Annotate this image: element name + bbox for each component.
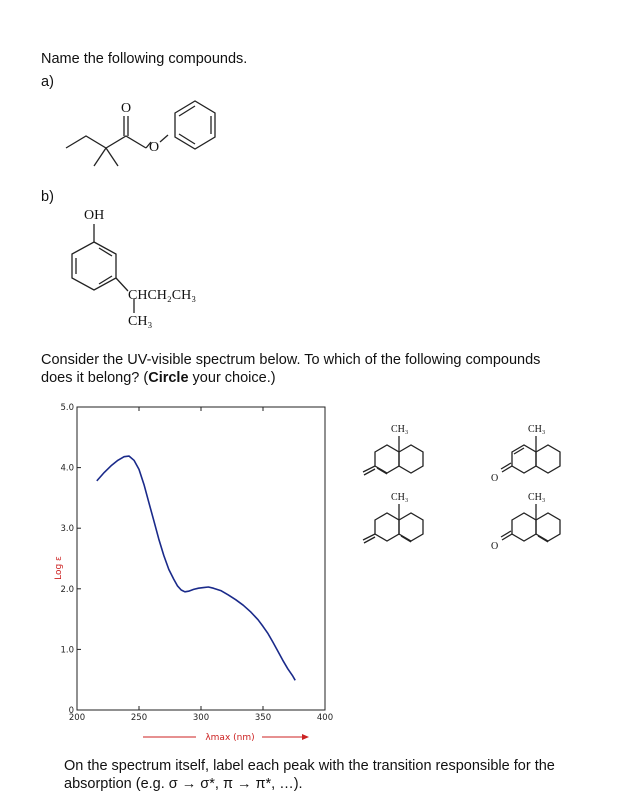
x-tick-label: 200 <box>68 713 86 723</box>
option-3-structure[interactable] <box>363 504 423 543</box>
part-a-label: a) <box>41 74 54 90</box>
y-axis-label: Log ε <box>54 556 64 580</box>
part-b-label: b) <box>41 189 54 205</box>
option-1-methyl-label: CH₃ <box>391 424 409 435</box>
question-3-line-2: absorption (e.g. σ → σ*, π → π*, …). <box>64 776 303 792</box>
compound-b-branch: CH₃ <box>128 314 153 329</box>
compound-b-chain: CHCH₂CH₃ <box>128 288 197 303</box>
question-3-line-1: On the spectrum itself, label each peak with the transition responsible for the <box>64 758 555 774</box>
x-tick-label: 300 <box>192 713 210 723</box>
circle-keyword: Circle <box>148 370 189 386</box>
option-4-oxygen-label: O <box>491 541 499 552</box>
compound-a-ester-oxygen: O <box>149 140 160 155</box>
option-3-methyl-label: CH₃ <box>391 492 409 503</box>
option-4-structure[interactable] <box>501 504 560 542</box>
question-1-prompt: Name the following compounds. <box>41 51 248 67</box>
compound-a-carbonyl-oxygen: O <box>121 101 132 116</box>
compound-b-oh-group: OH <box>84 208 105 223</box>
y-tick-label: 4.0 <box>60 463 74 474</box>
question-2-line-1: Consider the UV-visible spectrum below. To which of the following compounds <box>41 352 541 368</box>
question-2-line-2-end: your choice.) <box>188 370 276 386</box>
y-tick-label: 1.0 <box>60 645 74 656</box>
option-4-methyl-label: CH₃ <box>528 492 546 503</box>
y-tick-label: 2.0 <box>60 584 74 595</box>
option-2-oxygen-label: O <box>491 473 499 484</box>
x-axis-label: λmax (nm) <box>205 733 255 743</box>
option-1-structure[interactable] <box>363 436 423 475</box>
y-tick-label: 0 <box>68 706 74 716</box>
y-tick-label: 3.0 <box>60 524 74 535</box>
x-tick-label: 350 <box>254 713 272 723</box>
question-2-line-2-start: does it belong? ( <box>41 370 149 386</box>
option-2-structure[interactable] <box>501 436 560 473</box>
option-2-methyl-label: CH₃ <box>528 424 546 435</box>
y-tick-label: 5.0 <box>60 403 74 413</box>
x-tick-label: 400 <box>316 713 334 723</box>
x-tick-label: 250 <box>130 713 148 723</box>
